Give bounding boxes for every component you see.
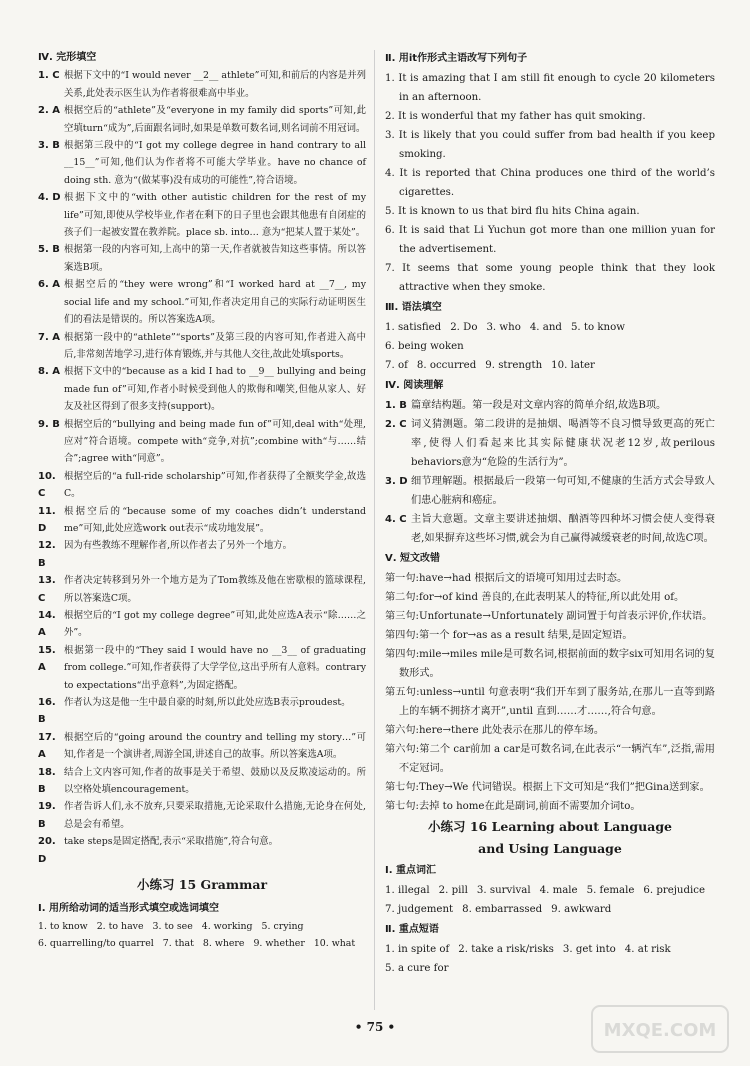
answer-token: 8. embarrassed bbox=[462, 904, 543, 915]
answer-token: 4. male bbox=[539, 885, 578, 896]
answer-token: 7. that bbox=[162, 938, 194, 950]
answer-explanation: 根据空后的“I got my college degree”可知,此处应选A表示“除……之外”。 bbox=[64, 610, 366, 639]
svg-text:MXQE.COM: MXQE.COM bbox=[603, 1020, 717, 1041]
answer-explanation: 词义猜测题。第二段讲的是抽烟、喝酒等不良习惯导致更高的死亡率,使得人们看起来比其实际健康状况老12岁,故perilous behaviors意为“危险的生活行为”。 bbox=[411, 419, 715, 468]
answer-token: 3. who bbox=[486, 322, 521, 333]
section-title-cloze: Ⅳ. 完形填空 bbox=[38, 52, 97, 63]
answer-item bbox=[385, 472, 715, 510]
answer-number: 9. B bbox=[38, 418, 60, 430]
rewrite-sentence: 3. It is likely that you could suffer from bad health if you keep smoking. bbox=[385, 130, 715, 160]
answer-number: 18. B bbox=[38, 766, 56, 796]
answer-number: 2. C bbox=[385, 419, 407, 430]
answer-token: 2. pill bbox=[438, 885, 468, 896]
answer-number: 10. C bbox=[38, 470, 56, 500]
answer-token: 10. later bbox=[551, 360, 595, 371]
answer-token: 3. get into bbox=[562, 944, 616, 955]
correction-item: 第七句:去掉 to home在此是副词,前面不需要加介词to。 bbox=[385, 801, 641, 812]
answer-token: 7. of bbox=[385, 360, 408, 371]
answer-number: 4. D bbox=[38, 192, 61, 204]
cloze-answers-list bbox=[38, 67, 366, 868]
answer-number: 7. A bbox=[38, 331, 60, 343]
correction-item: 第五句:unless→until 句意表明“我们开车到了服务站,在那儿一直等到路上的车辆不拥挤才离开”,until 直到……才……,符合句意。 bbox=[385, 687, 715, 717]
section-title-correction: Ⅴ. 短文改错 bbox=[385, 553, 441, 564]
answer-explanation: take steps是固定搭配,表示“采取措施”,符合句意。 bbox=[64, 836, 279, 848]
answer-number: 3. D bbox=[385, 476, 408, 487]
answer-number: 19. B bbox=[38, 801, 56, 830]
lesson16-title-line-1: 小练习 16 Learning about Language bbox=[427, 819, 673, 834]
answer-explanation: 根据空后的“bullying and being made fun of”可知,deal with“处理,应对”符合语境。compete with“竞争,对抗”;combine with“与……结合”;agree with“同意”。 bbox=[64, 418, 366, 465]
answer-item bbox=[385, 396, 715, 415]
answer-item bbox=[38, 798, 366, 833]
answer-explanation: 根据空后的“they were wrong”和“I worked hard at __7__, my social life and my school.”可知,作者决定用自己的实际行动证明医生们的看法是错误的。所以答案选A项。 bbox=[64, 279, 366, 326]
answer-token: 4. and bbox=[529, 322, 562, 333]
grammar-answers-line-1 bbox=[38, 918, 366, 935]
answer-item bbox=[38, 416, 366, 468]
watermark-logo bbox=[590, 1004, 730, 1054]
answer-number: 15. A bbox=[38, 644, 56, 674]
answer-token: 4. working bbox=[201, 920, 253, 932]
answer-number: 13. C bbox=[38, 575, 56, 604]
answer-item bbox=[385, 415, 715, 472]
answer-item bbox=[38, 642, 366, 694]
answer-number: 16. B bbox=[38, 697, 56, 726]
answer-explanation: 作者决定转移到另外一个地方是为了Tom教练及他在密歇根的篮球课程,所以答案选C项。 bbox=[64, 575, 366, 604]
answer-number: 8. A bbox=[38, 366, 60, 378]
answer-item bbox=[38, 833, 366, 868]
phrases-line-1 bbox=[385, 940, 715, 978]
answer-number: 2. A bbox=[38, 105, 60, 117]
answer-explanation: 根据空后的“a full-ride scholarship”可知,作者获得了全额奖学金,故选C。 bbox=[64, 470, 366, 500]
answer-item bbox=[385, 510, 715, 548]
answer-token: 1. illegal bbox=[385, 885, 430, 896]
answer-token: 7. judgement bbox=[385, 904, 454, 915]
grammar-cloze-line-2 bbox=[385, 356, 715, 375]
answer-number: 20. D bbox=[38, 836, 56, 865]
answer-explanation: 根据下文中的“with other autistic children for the rest of my life”可知,即使从学校毕业,作者在剩下的日子里也会跟其他患有自闭症的孩子们一起被安置在教养院。place sb. into… 意为“把某人置于某处”。 bbox=[64, 192, 366, 239]
reading-answers-list bbox=[385, 396, 715, 548]
correction-item: 第七句:They→We 代词错误。根据上下文可知是“我们”把Gina送到家。 bbox=[385, 782, 710, 793]
answer-number: 17. A bbox=[38, 731, 56, 761]
answer-explanation: 根据第一段中的“They said I would have no __3__ of graduating from college.”可知,作者获得了大学学位,这出乎所有人意料。contrary to expectations“出乎意料”,为固定搭配。 bbox=[64, 644, 366, 691]
answer-item bbox=[38, 363, 366, 415]
answer-item bbox=[38, 102, 366, 137]
grammar-answers-line-2 bbox=[38, 935, 366, 952]
correction-item: 第三句:Unfortunate→Unfortunately 副词置于句首表示评价,作状语。 bbox=[385, 611, 713, 622]
left-column bbox=[38, 48, 366, 953]
correction-item: 第六句:第二个 car前加 a car是可数名词,在此表示“一辆汽车”,泛指,需用不定冠词。 bbox=[385, 744, 715, 774]
answer-item bbox=[38, 694, 366, 729]
answer-number: 4. C bbox=[385, 514, 407, 525]
section-title-rewrite: Ⅱ. 用it作形式主语改写下列句子 bbox=[385, 53, 528, 64]
column-divider bbox=[374, 50, 375, 1010]
answer-token: 6. prejudice bbox=[643, 885, 705, 896]
answer-token: 5. a cure for bbox=[385, 963, 449, 974]
answer-item bbox=[38, 329, 366, 364]
rewrite-sentence: 5. It is known to us that bird flu hits China again. bbox=[385, 206, 640, 217]
answer-item bbox=[38, 537, 366, 572]
answer-number: 11. D bbox=[38, 505, 56, 534]
answer-explanation: 主旨大意题。文章主要讲述抽烟、酗酒等四种坏习惯会使人变得衰老,如果摒弃这些坏习惯,就会为自己赢得减缓衰老的时间,故选C项。 bbox=[411, 514, 715, 544]
answer-token: 1. in spite of bbox=[385, 944, 450, 955]
section-title-vocabulary: Ⅰ. 重点词汇 bbox=[385, 865, 437, 876]
correction-item: 第四句:第一个 for→as as a result 结果,是固定短语。 bbox=[385, 630, 633, 641]
grammar-cloze-line-1 bbox=[385, 318, 715, 356]
answer-item bbox=[38, 137, 366, 189]
rewrite-sentences-list bbox=[385, 69, 715, 297]
answer-token: 2. to have bbox=[96, 920, 144, 932]
answer-token: 1. to know bbox=[38, 920, 88, 932]
answer-token: 6. being woken bbox=[385, 341, 464, 352]
answer-token: 3. to see bbox=[152, 920, 193, 932]
answer-explanation: 因为有些教练不理解作者,所以作者去了另外一个地方。 bbox=[64, 540, 292, 552]
answer-item bbox=[38, 241, 366, 276]
correction-list bbox=[385, 569, 715, 816]
answer-number: 12. B bbox=[38, 540, 56, 569]
section-title-grammar-fill: Ⅰ. 用所给动词的适当形式填空或选词填空 bbox=[38, 902, 220, 914]
section-title-grammar-cloze: Ⅲ. 语法填空 bbox=[385, 302, 442, 313]
answer-token: 10. what bbox=[313, 938, 356, 950]
section-title-reading: Ⅳ. 阅读理解 bbox=[385, 380, 444, 391]
answer-item bbox=[38, 729, 366, 764]
page-number: • 75 • bbox=[354, 1020, 396, 1034]
correction-item: 第四句:mile→miles mile是可数名词,根据前面的数字six可知用名词的复数形式。 bbox=[385, 649, 715, 679]
rewrite-sentence: 6. It is said that Li Yuchun got more than one million yuan for the advertisement. bbox=[385, 225, 715, 255]
answer-token: 3. survival bbox=[476, 885, 531, 896]
vocabulary-line-1 bbox=[385, 881, 715, 900]
answer-token: 9. whether bbox=[253, 938, 305, 950]
answer-explanation: 根据第三段中的“I got my college degree in hand contrary to all __15__”可知,他们认为作者将不可能大学毕业。have no chance of doing sth. 意为“(做某事)没有成功的可能性”,符合语境。 bbox=[64, 140, 366, 186]
correction-item: 第一句:have→had 根据后文的语境可知用过去时态。 bbox=[385, 573, 628, 584]
answer-token: 9. strength bbox=[485, 360, 543, 371]
answer-number: 3. B bbox=[38, 140, 60, 152]
answer-explanation: 作者告诉人们,永不放弃,只要采取措施,无论采取什么措施,无论身在何处,总是会有希望。 bbox=[64, 801, 366, 830]
answer-item bbox=[38, 67, 366, 102]
answer-explanation: 细节理解题。根据最后一段第一句可知,不健康的生活方式会导致人们患心脏病和癌症。 bbox=[411, 476, 715, 506]
answer-explanation: 结合上文内容可知,作者的故事是关于希望、鼓励以及反欺凌运动的。所以空格处填encouragement。 bbox=[64, 766, 366, 796]
answer-token: 2. Do bbox=[450, 322, 478, 333]
answer-explanation: 根据下文中的“because as a kid I had to __9__ bullying and being made fun of”可知,作者小时候受到他人的欺侮和嘲笑,但他从家人、好友及社区得到了很多支持(support)。 bbox=[64, 366, 366, 413]
answer-token: 9. awkward bbox=[551, 904, 612, 915]
answer-item bbox=[38, 572, 366, 607]
answer-explanation: 篇章结构题。第一段是对文章内容的简单介绍,故选B项。 bbox=[411, 400, 667, 411]
answer-item bbox=[38, 764, 366, 799]
rewrite-sentence: 1. It is amazing that I am still fit enough to cycle 20 kilometers in an afternoon. bbox=[385, 73, 715, 103]
answer-explanation: 作者认为这是他一生中最自豪的时刻,所以此处应选B表示proudest。 bbox=[64, 697, 351, 709]
answer-token: 5. female bbox=[586, 885, 635, 896]
answer-explanation: 根据空后的“going around the country and telling my story…”可知,作者是一个演讲者,周游全国,讲述自己的故事。所以答案选A项。 bbox=[64, 731, 366, 761]
answer-number: 6. A bbox=[38, 279, 60, 291]
right-column bbox=[385, 48, 715, 978]
correction-item: 第二句:for→of kind 善良的,在此表明某人的特征,所以此处用 of。 bbox=[385, 592, 685, 603]
answer-explanation: 根据第一段中的“athlete”“sports”及第三段的内容可知,作者进入高中后,非常刻苦地学习,进行体育锻炼,并与其他人交往,故此处填sports。 bbox=[64, 331, 366, 360]
answer-item bbox=[38, 189, 366, 241]
rewrite-sentence: 4. It is reported that China produces one third of the world’s cigarettes. bbox=[385, 168, 715, 198]
answer-token: 4. at risk bbox=[624, 944, 671, 955]
rewrite-sentence: 2. It is wonderful that my father has quit smoking. bbox=[385, 111, 646, 122]
answer-explanation: 根据空后的“because some of my coaches didn’t understand me”可知,此处应选work out表示“成功地发展”。 bbox=[64, 505, 366, 534]
answer-item bbox=[38, 607, 366, 642]
answer-number: 5. B bbox=[38, 244, 60, 256]
answer-explanation: 根据空后的“athlete”及“everyone in my family did sports”可知,此空填turn“成为”,后面跟名词时,如果是单数可数名词,则名词前不用冠词。 bbox=[64, 105, 366, 134]
correction-item: 第六句:here→there 此处表示在那儿的停车场。 bbox=[385, 725, 605, 736]
lesson16-title-line-2: and Using Language bbox=[478, 841, 622, 856]
rewrite-sentence: 7. It seems that some young people think that they look attractive when they smoke. bbox=[385, 263, 715, 293]
answer-explanation: 根据第一段的内容可知,上高中的第一天,作者就被告知这些事情。所以答案选B项。 bbox=[64, 244, 366, 273]
answer-item bbox=[38, 503, 366, 538]
answer-number: 1. B bbox=[385, 400, 407, 411]
answer-token: 5. to know bbox=[570, 322, 625, 333]
answer-token: 6. quarrelling/to quarrel bbox=[38, 938, 154, 950]
answer-token: 5. crying bbox=[261, 920, 304, 932]
answer-token: 2. take a risk/risks bbox=[458, 944, 554, 955]
answer-number: 14. A bbox=[38, 610, 56, 639]
answer-number: 1. C bbox=[38, 70, 60, 82]
answer-token: 8. where bbox=[202, 938, 245, 950]
vocabulary-line-2 bbox=[385, 900, 715, 919]
answer-item bbox=[38, 468, 366, 503]
lesson15-title: 小练习 15 Grammar bbox=[136, 877, 268, 893]
answer-explanation: 根据下文中的“I would never __2__ athlete”可知,和前后的内容是并列关系,此处表示医生认为作者将很难高中毕业。 bbox=[64, 70, 366, 99]
answer-token: 8. occurred bbox=[416, 360, 477, 371]
answer-token: 1. satisfied bbox=[385, 322, 442, 333]
answer-item bbox=[38, 276, 366, 328]
section-title-phrases: Ⅱ. 重点短语 bbox=[385, 924, 439, 935]
